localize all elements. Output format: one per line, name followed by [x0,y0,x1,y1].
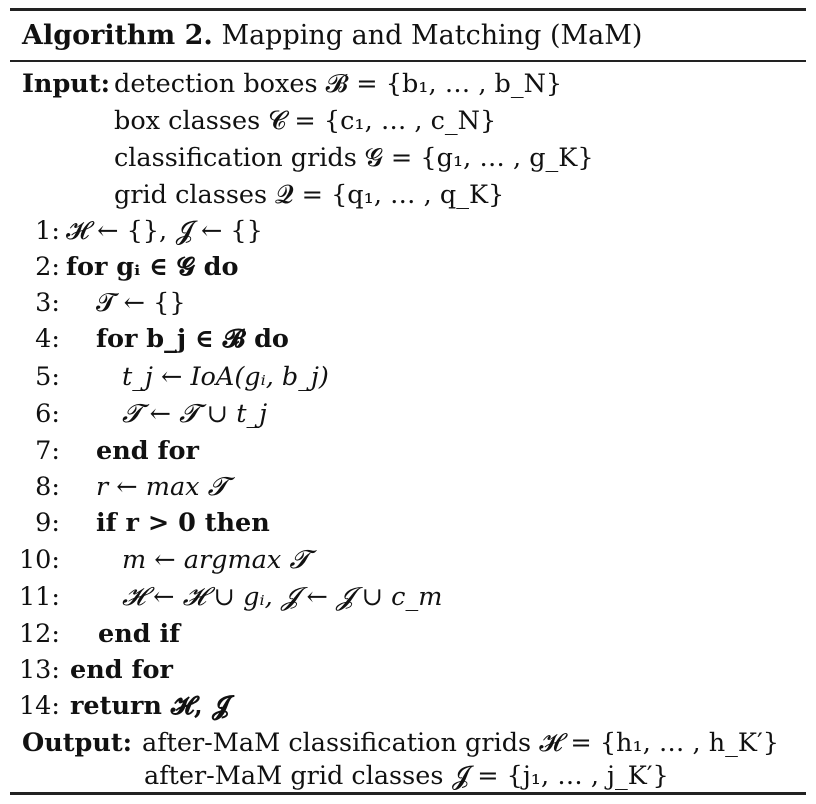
step-number: 8: [35,472,60,502]
algorithm-name: Mapping and Matching (MaM) [221,20,643,51]
step-number: 11: [18,582,60,612]
algorithm-label: Algorithm 2. [22,20,213,51]
output-grid-classes: after-MaM grid classes 𝓙 = {j₁, … , j_K′} [144,761,669,791]
step-text: 𝓣 ← 𝓣 ∪ t_j [122,399,268,429]
step-text: 𝓗 ← {}, 𝓙 ← {} [66,216,263,246]
step-text: r ← max 𝓣 [96,472,228,502]
input-box-classes: box classes 𝓒 = {c₁, … , c_N} [114,106,497,136]
step-text: return 𝓗, 𝓙 [70,691,230,721]
input-grid-classes: grid classes 𝓠 = {q₁, … , q_K} [114,180,505,210]
step-text: end for [70,655,173,685]
algorithm-box [10,8,806,798]
output-keyword: Output: [22,728,133,758]
top-rule [10,8,806,11]
step-number: 7: [35,436,60,466]
algorithm-title [22,18,642,54]
step-number: 10: [18,545,60,575]
step-text: for b_j ∈ 𝓑 do [96,324,289,354]
input-keyword: Input: [22,69,111,99]
input-classification-grids: classification grids 𝓖 = {g₁, … , g_K} [114,143,594,173]
output-classification-grids: after-MaM classification grids 𝓗 = {h₁, … , h_K′} [142,728,779,758]
step-number: 3: [35,288,60,318]
input-detection-boxes: detection boxes 𝓑 = {b₁, … , b_N} [114,69,563,99]
header-rule [10,60,806,62]
step-number: 2: [35,252,60,282]
step-text: if r > 0 then [96,508,270,538]
step-text: end if [98,619,181,649]
step-text: 𝓣 ← {} [96,288,186,318]
step-number: 12: [18,619,60,649]
step-number: 4: [35,324,60,354]
step-number: 14: [18,691,60,721]
step-number: 13: [18,655,60,685]
step-text: t_j ← IoA(gᵢ, b_j) [122,362,329,392]
step-text: for gᵢ ∈ 𝓖 do [66,252,239,282]
step-number: 9: [35,508,60,538]
step-number: 5: [35,362,60,392]
step-text: 𝓗 ← 𝓗 ∪ gᵢ, 𝓙 ← 𝓙 ∪ c_m [122,582,443,612]
bottom-rule [10,792,806,795]
step-text: m ← argmax 𝓣 [122,545,309,575]
step-number: 6: [35,399,60,429]
step-number: 1: [35,216,60,246]
step-text: end for [96,436,199,466]
